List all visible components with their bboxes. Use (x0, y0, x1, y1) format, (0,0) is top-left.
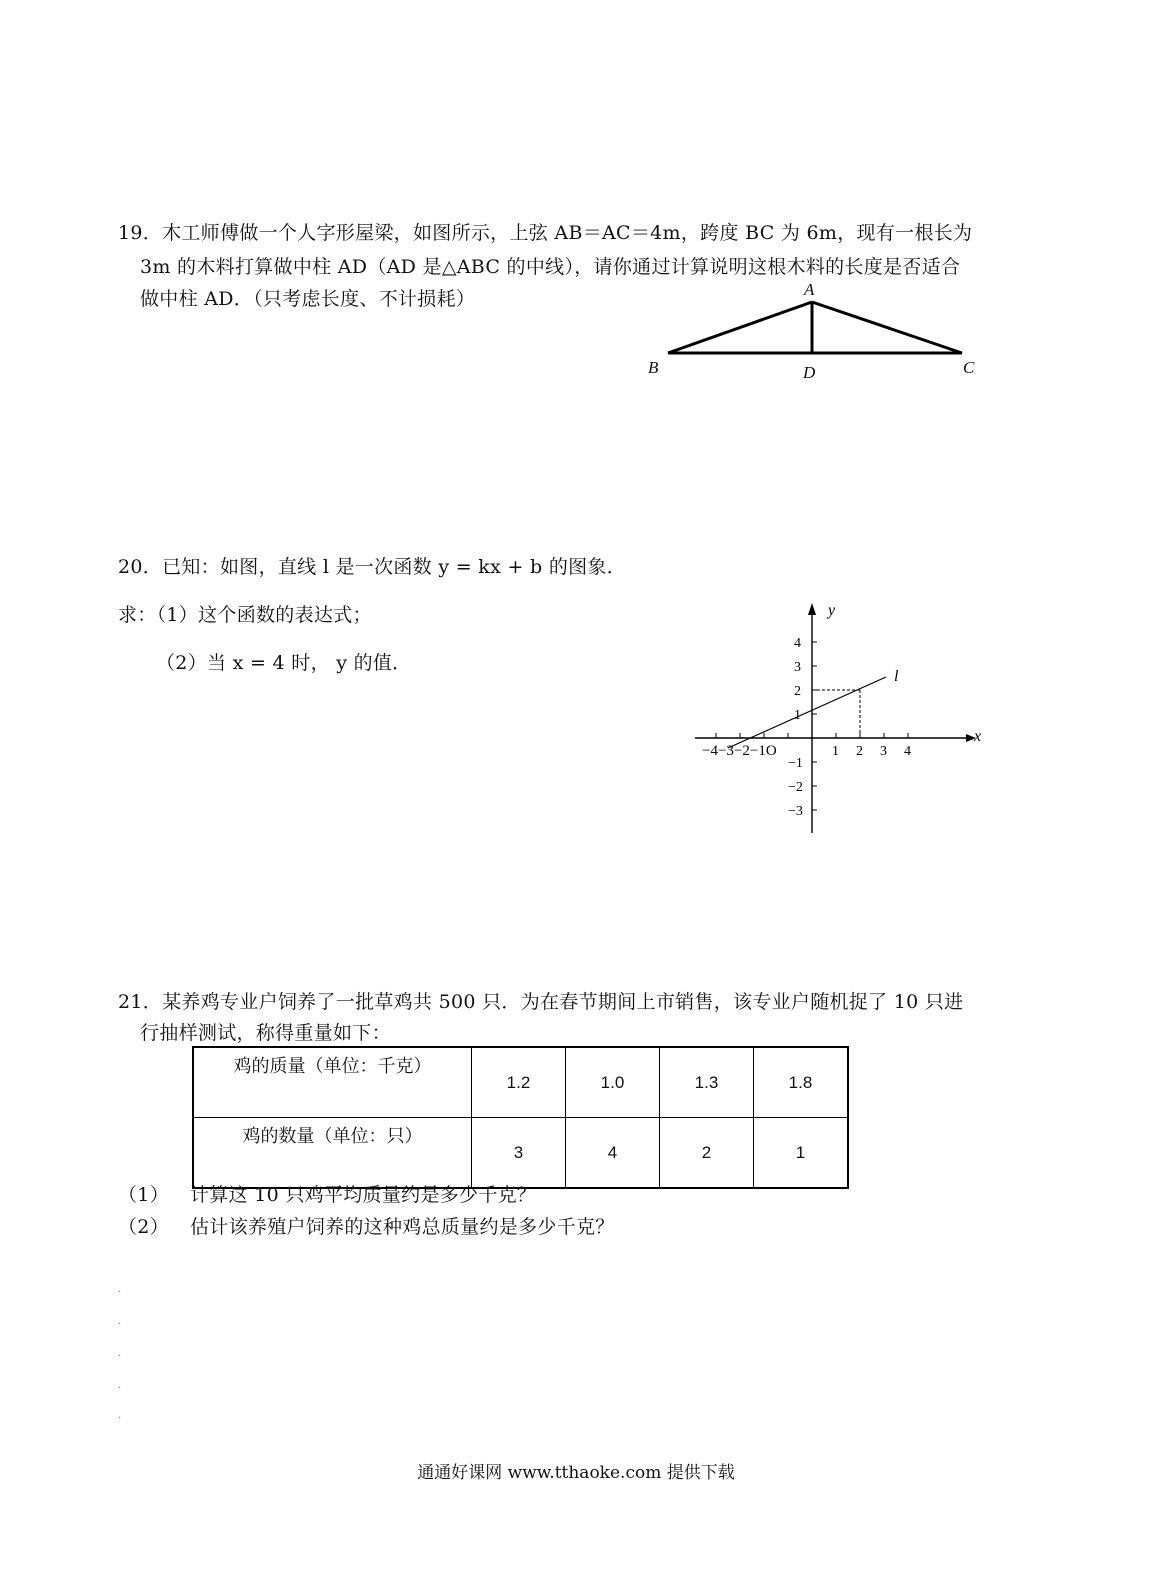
q19-line-2: 3m 的木料打算做中柱 AD（AD 是△ABC 的中线），请你通过计算说明这根木料的长度是否适合 (140, 256, 961, 278)
x-tick-label: 1 (832, 744, 839, 759)
q21-line-1: 21．某养鸡专业户饲养了一批草鸡共 500 只．为在春节期间上市销售，该专业户随机捉了 10 只进 (118, 991, 964, 1013)
y-tick-label: 3 (794, 660, 801, 675)
table-row (193, 1047, 848, 1118)
q20-line-3: （2）当 x = 4 时， y 的值． (156, 652, 412, 674)
table-cell: 1.2 (472, 1047, 566, 1118)
vertex-label-b: B (648, 358, 659, 377)
table-cell: 4 (566, 1118, 660, 1189)
line-label: l (894, 668, 899, 685)
x-axis-label: x (974, 728, 982, 745)
table-header-cell: 鸡的数量（单位：只） (193, 1118, 472, 1189)
scan-dot: . (118, 1410, 122, 1421)
table-header-cell: 鸡的质量（单位：千克） (193, 1047, 472, 1118)
vertex-label-d: D (803, 363, 816, 382)
q21-sub-1-text: 计算这 10 只鸡平均质量约是多少千克？ (190, 1184, 537, 1206)
scan-dot: . (118, 1380, 122, 1391)
q20-line-2: 求：（1）这个函数的表达式； (118, 604, 372, 626)
q19-line-3: 做中柱 AD．（只考虑长度、不计损耗） (140, 288, 476, 310)
q21-sub-2-number: （2） (118, 1216, 169, 1238)
q20-line-1: 20．已知：如图，直线 l 是一次函数 y = kx + b 的图象． (118, 556, 627, 578)
y-tick-label: −2 (788, 780, 803, 795)
scan-dot: . (118, 1284, 122, 1295)
y-axis-label: y (828, 602, 836, 619)
table-cell: 1.8 (754, 1047, 849, 1118)
q21-sub-1-number: （1） (118, 1184, 169, 1206)
table-cell: 1.3 (660, 1047, 754, 1118)
side-ac (812, 302, 962, 353)
side-ab (668, 302, 812, 353)
q21-line-2: 行抽样测试，称得重量如下： (140, 1022, 391, 1044)
y-tick-marks (812, 642, 817, 810)
table-cell: 1.0 (566, 1047, 660, 1118)
x-tick-label: 3 (880, 744, 887, 759)
table-cell: 1 (754, 1118, 849, 1189)
q21-sub-2-text: 估计该养殖户饲养的这种鸡总质量约是多少千克？ (190, 1216, 615, 1238)
scan-dot: . (118, 1316, 122, 1327)
table-cell: 2 (660, 1118, 754, 1189)
table-row (193, 1118, 848, 1189)
vertex-label-c: C (963, 358, 975, 377)
scan-dot: . (118, 1348, 122, 1359)
y-tick-label: 2 (794, 684, 801, 699)
y-tick-label: 1 (794, 708, 801, 723)
x-tick-label: 2 (856, 744, 863, 759)
y-tick-label: −1 (788, 756, 803, 771)
y-tick-label: 4 (794, 636, 801, 651)
vertex-label-a: A (804, 280, 815, 299)
y-tick-label: −3 (788, 804, 803, 819)
q19-line-1: 19．木工师傅做一个人字形屋梁，如图所示，上弦 AB＝AC＝4m，跨度 BC 为 6m，现有一根长为 (118, 222, 973, 244)
x-tick-labels-negative: −4−3−2−1O (702, 743, 777, 759)
page-footer: 通通好课网 www.tthaoke.com 提供下载 (417, 1463, 735, 1483)
y-axis-arrow-icon (808, 603, 816, 615)
table-cell: 3 (472, 1118, 566, 1189)
chicken-weight-table (192, 1046, 849, 1189)
triangle-diagram (0, 0, 1152, 420)
x-tick-label: 4 (904, 744, 911, 759)
function-graph (690, 595, 990, 840)
